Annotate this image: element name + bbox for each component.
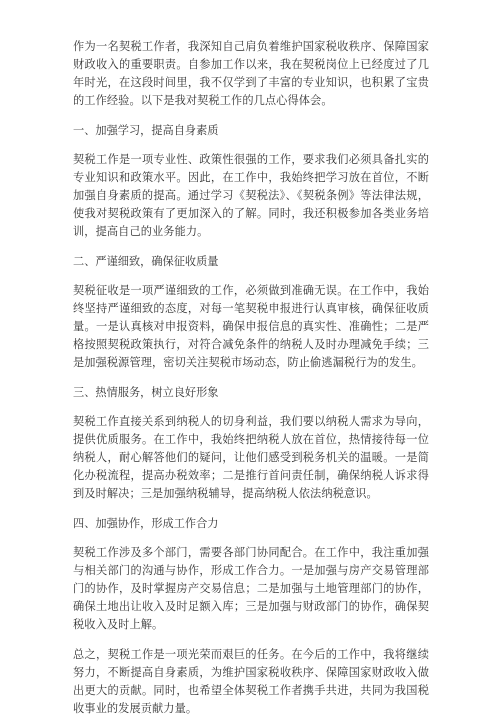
section-heading-4: 四、加强协作，形成工作合力	[73, 517, 219, 530]
section-body-4: 契税工作涉及多个部门，需要各部门协同配合。在工作中，我注重加强与相关部门的沟通与协作，形成工作合力。一是加强与房产交易管理部门的协作，及时掌握房产交易信息；二是加强与土地管理部门的协作，确保土地出让收入及时足额入库；三是加强与财政部门的协作，确保契税收入及时上解。	[73, 546, 429, 631]
conclusion-paragraph: 总之，契税工作是一项光荣而艰巨的任务。在今后的工作中，我将继续努力，不断提高自身素质，为维护国家税收秩序、保障国家财政收入做出更大的贡献。同时，也希望全体契税工作者携手共进，共同为我国税收事业的发展贡献力量。	[73, 648, 429, 715]
section-heading-1: 一、加强学习，提高自身素质	[73, 124, 219, 137]
intro-paragraph: 作为一名契税工作者，我深知自己肩负着维护国家税收秩序、保障国家财政收入的重要职责。自参加工作以来，我在契税岗位上已经度过了几年时光，在这段时间里，我不仅学到了丰富的专业知识，也积累了宝贵的工作经验。以下是我对契税工作的几点心得体会。	[73, 40, 429, 107]
section-heading-2: 二、严谨细致，确保征收质量	[73, 255, 219, 268]
section-body-3: 契税工作直接关系到纳税人的切身利益，我们要以纳税人需求为导向，提供优质服务。在工作中，我始终把纳税人放在首位，热情接待每一位纳税人，耐心解答他们的疑问，让他们感受到税务机关的温暖。一是简化办税流程，提高办税效率；二是推行首问责任制，确保纳税人诉求得到及时解决；三是加强纳税辅导，提高纳税人依法纳税意识。	[73, 415, 429, 500]
document-page	[73, 38, 429, 718]
section-body-2: 契税征收是一项严谨细致的工作，必须做到准确无误。在工作中，我始终坚持严谨细致的态度，对每一笔契税申报进行认真审核，确保征收质量。一是认真核对申报资料，确保申报信息的真实性、准确性；二是严格按照契税政策执行，对符合减免条件的纳税人及时办理减免手续；三是加强税源管理，密切关注契税市场动态，防止偷逃漏税行为的发生。	[73, 284, 429, 369]
section-heading-3: 三、热情服务，树立良好形象	[73, 386, 219, 399]
section-body-1: 契税工作是一项专业性、政策性很强的工作，要求我们必须具备扎实的专业知识和政策水平。因此，在工作中，我始终把学习放在首位，不断加强自身素质的提高。通过学习《契税法》、《契税条例》等法律法规，使我对契税政策有了更加深入的了解。同时，我还积极参加各类业务培训，提高自己的业务能力。	[73, 153, 429, 238]
